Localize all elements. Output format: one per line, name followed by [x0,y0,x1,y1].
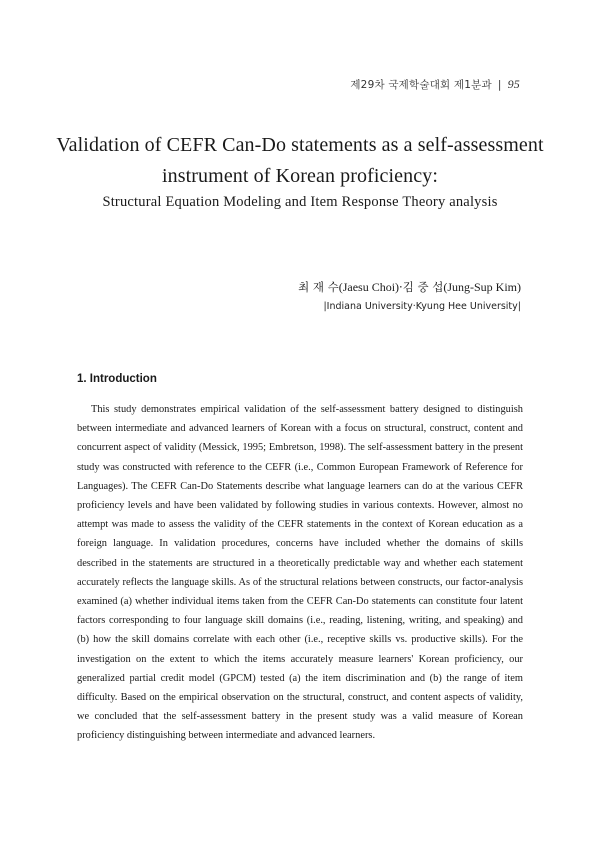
author-separator-dot: · [399,280,403,294]
author1-english-name: (Jaesu Choi) [338,280,400,294]
paper-subtitle: Structural Equation Modeling and Item Response Theory analysis [102,194,498,210]
conference-label: 제29차 국제학술대회 제1분과 [350,79,492,91]
author1-korean-name: 최 재 수 [298,280,339,294]
running-header [350,77,520,92]
author2-english-name: (Jung-Sup Kim) [443,280,521,294]
paper-title: Validation of CEFR Can-Do statements as a self-assessment instrument of Korean proficiency: [56,134,544,187]
header-separator: | [497,79,502,91]
page-number: 95 [507,77,520,91]
author-affiliation: |Indiana University·Kyung Hee University| [323,301,521,312]
author2-korean-name: 김 중 섭 [402,280,444,294]
section-heading: 1. Introduction [77,373,157,385]
body-paragraph: This study demonstrates empirical validation of the self-assessment battery designed to distinguish between intermediate and advanced learners of Korean with a focus on structural, construct, content and concurrent aspect of validity (Messick, 1995; Embretson, 1998). The self-assessment battery in the present study was constructed with reference to the CEFR (i.e., Common European Framework of Reference for Languages). The CEFR Can-Do Statements describe what language learners can do at the various CEFR proficiency levels and have been validated by following studies in various contexts. However, almost no attempt was made to assess the validity of the CEFR statements in the context of Korean education as a foreign language. In validation procedures, concerns have included whether the domains of skills described in the statements are structured in a theoretically predictable way and whether each statement accurately reflects the language skills. As of the structural relations between constructs, our factor-analysis examined (a) whether individual items taken from the CEFR Can-Do statements can constitute four latent factors corresponding to four language skill domains (i.e., reading, listening, writing, and speaking) and (b) how the skill domains correlate with each other (i.e., receptive skills vs. productive skills). For the investigation on the extent to which the items accurately measure learners' Korean proficiency, our generalized partial credit model (GPCM) tested (a) the item discrimination and (b) the range of item difficulty. Based on the empirical observation on the structural, construct, and content aspects of validity, we concluded that the self-assessment battery in the present study was a valid measure of Korean proficiency distinguishing between intermediate and advanced learners. [77,404,523,742]
author-line [298,279,521,295]
